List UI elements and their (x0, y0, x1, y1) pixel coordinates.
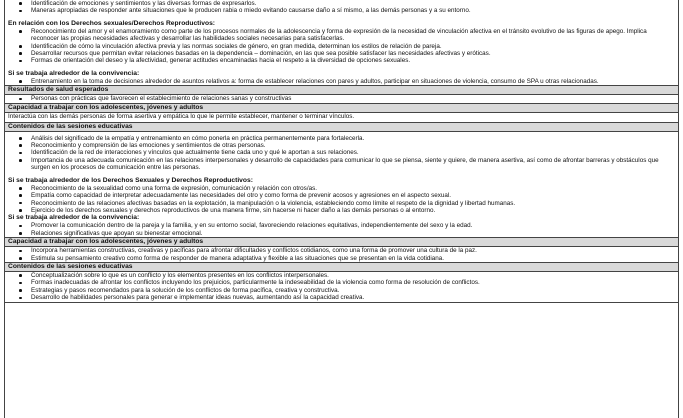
list-item: Estimula su pensamiento creativo como forma de responder de manera adaptativa y flexible a las situaciones que se presentan en la vida cotidiana. (31, 255, 678, 262)
header-capacidad: Capacidad a trabajar con los adolescentes, jóvenes y adultos (5, 104, 678, 113)
header-resultados: Resultados de salud esperados (5, 86, 678, 95)
list-item: Estrategias y pasos recomendados para la solución de los conflictos de forma pacífica, creativa y constructiva. (31, 287, 678, 294)
list-resultados (5, 95, 678, 102)
list-convivencia (5, 78, 678, 85)
list-item: Personas con prácticas que favorecen el establecimiento de relaciones sanas y constructivas (31, 95, 678, 102)
list-item: Empatía como capacidad de interpretar adecuadamente las necesidades del otro y como forma de prevenir acosos y agresiones en el aspecto sexual. (31, 192, 678, 199)
list-item: Identificación de la red de interacciones y vínculos que actualmente tiene cada uno y qué le aportan a sus relaciones. (31, 149, 678, 156)
list-item: Reconocimiento y comprensión de las emociones y sentimientos de otras personas. (31, 142, 678, 149)
list-item: Maneras apropiadas de responder ante situaciones que le producen rabia o miedo evitando causarse daño a sí mismo, a las demás personas y a su entorno. (31, 7, 678, 14)
subheading-convivencia: Si se trabaja alrededor de la convivencia: (8, 214, 140, 222)
list-item: Análisis del significado de la empatía y entrenamiento en cómo ponerla en práctica permanentemente para fortalecerla. (31, 135, 678, 142)
list-item: Promover la comunicación dentro de la pareja y la familia, y en su entorno social, favoreciendo relaciones equitativas, independientemente del sexo y la edad. (31, 222, 678, 229)
subheading-dsr: Si se trabaja alrededor de los Derechos Sexuales y Derechos Reproductivos: (8, 176, 253, 184)
section-contenidos-1 (5, 123, 678, 238)
list-top (5, 0, 678, 15)
list-dsr (5, 28, 678, 65)
list-item: Incorpora herramientas constructivas, creativas y pacíficas para afrontar dificultades y conflictos cotidianos, como una forma de promover una cultura de la paz. (31, 247, 678, 254)
list-convivencia (5, 222, 678, 237)
list-item: Identificación de cómo la vinculación afectiva previa y las normas sociales de género, en gran medida, determinan los estilos de relación de pareja. (31, 43, 678, 50)
list-item: Conceptualización sobre lo que es un conflicto y los elementos presentes en los conflictos interpersonales. (31, 272, 678, 279)
capacidad-text: Interactúa con las demás personas de forma asertiva y empática lo que le permite establecer, mantener o terminar vínculos. (8, 112, 355, 120)
list-item: Formas de orientación del deseo y la afectividad, generar actitudes encaminadas hacia el respeto a la diversidad de opciones sexuales. (31, 57, 678, 64)
header-contenidos: Contenidos de las sesiones educativas (5, 123, 678, 132)
subheading-convivencia: Si se trabaja alrededor de la convivencia: (8, 69, 140, 77)
section-capacidad-2 (5, 238, 678, 263)
document-table (4, 0, 679, 418)
header-contenidos: Contenidos de las sesiones educativas (5, 263, 678, 272)
subheading-dsr: En relación con los Derechos sexuales/Derechos Reproductivos: (8, 19, 216, 27)
list-capacidad (5, 247, 678, 262)
section-contenidos-continued (5, 0, 678, 86)
list-item: Reconocimiento del amor y el enamoramiento como parte de los procesos normales de la adolescencia y forma de expresión de la necesidad de vinculación afectiva en el tránsito evolutivo de las figuras de apego. Implica reconocer las propias necesidades afectivas y desarrollar las habilidades sociales necesarias para satisfacerlas. (31, 28, 678, 43)
list-item: Identificación de emociones y sentimientos y las diversas formas de expresarlos. (31, 0, 678, 7)
list-contenidos (5, 135, 678, 172)
list-item: Desarrollo de habilidades personales para generar e implementar ideas nuevas, aumentando así la capacidad creativa. (31, 294, 678, 301)
list-item: Importancia de una adecuada comunicación en las relaciones interpersonales y desarrollo de capacidades para comunicar lo que se piensa, siente y quiere, de manera asertiva, así como de afrontar barreras y obstáculos que surgen en los procesos de comunicación entre las personas. (31, 157, 678, 172)
list-item: Ejercicio de los derechos sexuales y derechos reproductivos de una manera firme, sin hacerse ni hacer daño a las demás personas o al entorno. (31, 207, 678, 214)
list-item: Relaciones significativas que apoyan su bienestar emocional. (31, 230, 678, 237)
list-item: Reconocimiento de la sexualidad como una forma de expresión, comunicación y relación con otros/as. (31, 185, 678, 192)
list-item: Reconocimiento de las relaciones afectivas basadas en la explotación, la manipulación o la violencia, estableciendo como límite el respeto de la dignidad y libertad humanas. (31, 200, 678, 207)
list-dsr (5, 185, 678, 215)
list-item: Desarrollar recursos que permitan evitar relaciones basadas en la dependencia – dominación, en las que sea posible satisfacer las necesidades afectivas y eróticas. (31, 50, 678, 57)
list-item: Formas inadecuadas de afrontar los conflictos incluyendo los prejuicios, particularmente la indeseabilidad de la violencia como forma de resolución de conflictos. (31, 279, 678, 286)
list-item: Entrenamiento en la toma de decisiones alrededor de asuntos relativos a: forma de establecer relaciones con pares y adultos, participar en situaciones de violencia, consumo de SPA u otras relacionadas. (31, 78, 678, 85)
section-resultados (5, 86, 678, 103)
list-contenidos (5, 272, 678, 302)
section-capacidad-1 (5, 104, 678, 123)
header-capacidad: Capacidad a trabajar con los adolescentes, jóvenes y adultos (5, 238, 678, 247)
section-contenidos-2 (5, 263, 678, 303)
